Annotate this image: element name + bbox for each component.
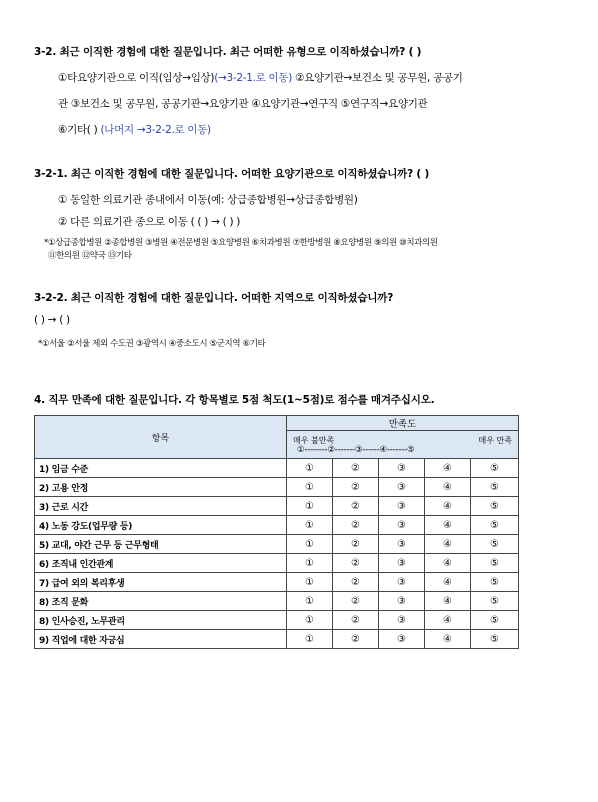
item-label: 3) 근로 시간 [35, 497, 287, 516]
rating-option-2[interactable]: ② [333, 611, 379, 630]
column-header-item: 항목 [35, 416, 287, 459]
table-row [35, 630, 519, 649]
question-3-2-2-title: 3-2-2. 최근 이직한 경험에 대한 질문입니다. 어떠한 지역으로 이직하셨습니까? [34, 292, 394, 304]
rating-option-5[interactable]: ⑤ [471, 478, 519, 497]
column-header-satisfaction: 만족도 [287, 416, 519, 431]
question-3-2-1-option-1: ① 동일한 의료기관 종내에서 이동(예: 상급종합병원→상급종합병원) [58, 194, 358, 206]
rating-option-3[interactable]: ③ [379, 516, 425, 535]
rating-option-3[interactable]: ③ [379, 497, 425, 516]
rating-option-1[interactable]: ① [287, 459, 333, 478]
question-3-2-1-note-continued: ⑪한의원 ⑫약국 ⑬기타 [48, 251, 132, 261]
table-row [35, 554, 519, 573]
rating-option-2[interactable]: ② [333, 516, 379, 535]
rating-option-4[interactable]: ④ [425, 478, 471, 497]
rating-option-4[interactable]: ④ [425, 630, 471, 649]
rating-option-4[interactable]: ④ [425, 535, 471, 554]
rating-option-5[interactable]: ⑤ [471, 516, 519, 535]
option-text: ⑥기타( ) [58, 124, 98, 136]
rating-option-4[interactable]: ④ [425, 516, 471, 535]
rating-option-2[interactable]: ② [333, 554, 379, 573]
rating-option-5[interactable]: ⑤ [471, 592, 519, 611]
rating-option-1[interactable]: ① [287, 592, 333, 611]
rating-option-2[interactable]: ② [333, 497, 379, 516]
item-label: 9) 직업에 대한 자긍심 [35, 630, 287, 649]
table-row [35, 478, 519, 497]
question-3-2-2-answer: ( ) → ( ) [34, 314, 70, 326]
rating-option-4[interactable]: ④ [425, 497, 471, 516]
scale-line: ①--------②-------③------④-------⑤ [297, 444, 415, 455]
rating-option-2[interactable]: ② [333, 630, 379, 649]
question-4-title: 4. 직무 만족에 대한 질문입니다. 각 항목별로 5점 척도(1~5점)로 점수를 매겨주십시오. [34, 394, 435, 406]
question-3-2-options-line2: 관 ③보건소 및 공무원, 공공기관→요양기관 ④요양기관→연구직 ⑤연구직→요양기관 [58, 98, 428, 110]
item-label: 6) 조직내 인간관계 [35, 554, 287, 573]
rating-option-5[interactable]: ⑤ [471, 497, 519, 516]
scale-high-label: 매우 만족 [478, 435, 513, 445]
satisfaction-table [34, 415, 519, 649]
rating-option-3[interactable]: ③ [379, 592, 425, 611]
rating-option-5[interactable]: ⑤ [471, 611, 519, 630]
rating-option-4[interactable]: ④ [425, 573, 471, 592]
table-row [35, 497, 519, 516]
rating-option-1[interactable]: ① [287, 516, 333, 535]
rating-option-4[interactable]: ④ [425, 459, 471, 478]
rating-option-5[interactable]: ⑤ [471, 573, 519, 592]
rating-option-2[interactable]: ② [333, 478, 379, 497]
skip-instruction: (→3-2-1.로 이동) [214, 72, 293, 84]
scale-header [287, 431, 519, 459]
item-label: 1) 임금 수준 [35, 459, 287, 478]
rating-option-5[interactable]: ⑤ [471, 535, 519, 554]
rating-option-1[interactable]: ① [287, 478, 333, 497]
option-text: ②요양기관→보건소 및 공무원, 공공기 [292, 72, 463, 84]
rating-option-1[interactable]: ① [287, 611, 333, 630]
question-3-2-2-note: *①서울 ②서울 제외 수도권 ③광역시 ④중소도시 ⑤군지역 ⑥기타 [38, 339, 266, 349]
rating-option-3[interactable]: ③ [379, 478, 425, 497]
rating-option-2[interactable]: ② [333, 573, 379, 592]
rating-option-1[interactable]: ① [287, 630, 333, 649]
rating-option-4[interactable]: ④ [425, 592, 471, 611]
question-3-2-1-note: *①상급종합병원 ②종합병원 ③병원 ④전문병원 ⑤요양병원 ⑥치과병원 ⑦한방병원 ⑧요양병원 ⑨의원 ⑩치과의원 [44, 238, 438, 248]
question-3-2-1-title: 3-2-1. 최근 이직한 경험에 대한 질문입니다. 어떠한 요양기관으로 이직하셨습니까? ( ) [34, 168, 430, 180]
rating-option-4[interactable]: ④ [425, 611, 471, 630]
rating-option-3[interactable]: ③ [379, 573, 425, 592]
item-label: 8) 조직 문화 [35, 592, 287, 611]
skip-instruction: (나머지 →3-2-2.로 이동) [97, 124, 211, 136]
table-row [35, 592, 519, 611]
rating-option-5[interactable]: ⑤ [471, 554, 519, 573]
rating-option-2[interactable]: ② [333, 592, 379, 611]
rating-option-5[interactable]: ⑤ [471, 459, 519, 478]
rating-option-1[interactable]: ① [287, 554, 333, 573]
item-label: 2) 고용 안정 [35, 478, 287, 497]
question-3-2-options-line3 [58, 122, 211, 137]
option-text: ①타요양기관으로 이직(임상→임상) [58, 72, 215, 84]
rating-option-5[interactable]: ⑤ [471, 630, 519, 649]
item-label: 5) 교대, 야간 근무 등 근무형태 [35, 535, 287, 554]
table-row [35, 535, 519, 554]
table-row [35, 516, 519, 535]
item-label: 7) 급여 외의 복리후생 [35, 573, 287, 592]
item-label: 4) 노동 강도(업무량 등) [35, 516, 287, 535]
rating-option-3[interactable]: ③ [379, 630, 425, 649]
rating-option-3[interactable]: ③ [379, 554, 425, 573]
rating-option-3[interactable]: ③ [379, 535, 425, 554]
item-label: 8) 인사승진, 노무관리 [35, 611, 287, 630]
rating-option-4[interactable]: ④ [425, 554, 471, 573]
rating-option-3[interactable]: ③ [379, 611, 425, 630]
rating-option-2[interactable]: ② [333, 535, 379, 554]
rating-option-3[interactable]: ③ [379, 459, 425, 478]
scale-low-label: 매우 불만족 [293, 435, 335, 445]
rating-option-1[interactable]: ① [287, 497, 333, 516]
table-row [35, 611, 519, 630]
rating-option-1[interactable]: ① [287, 535, 333, 554]
question-3-2-title: 3-2. 최근 이직한 경험에 대한 질문입니다. 최근 어떠한 유형으로 이직하셨습니까? ( ) [34, 46, 422, 58]
rating-option-2[interactable]: ② [333, 459, 379, 478]
question-3-2-1-option-2: ② 다른 의료기관 종으로 이동 ( ( ) → ( ) ) [58, 216, 241, 228]
table-row [35, 573, 519, 592]
table-row [35, 459, 519, 478]
question-3-2-options-line1 [58, 70, 463, 85]
rating-option-1[interactable]: ① [287, 573, 333, 592]
